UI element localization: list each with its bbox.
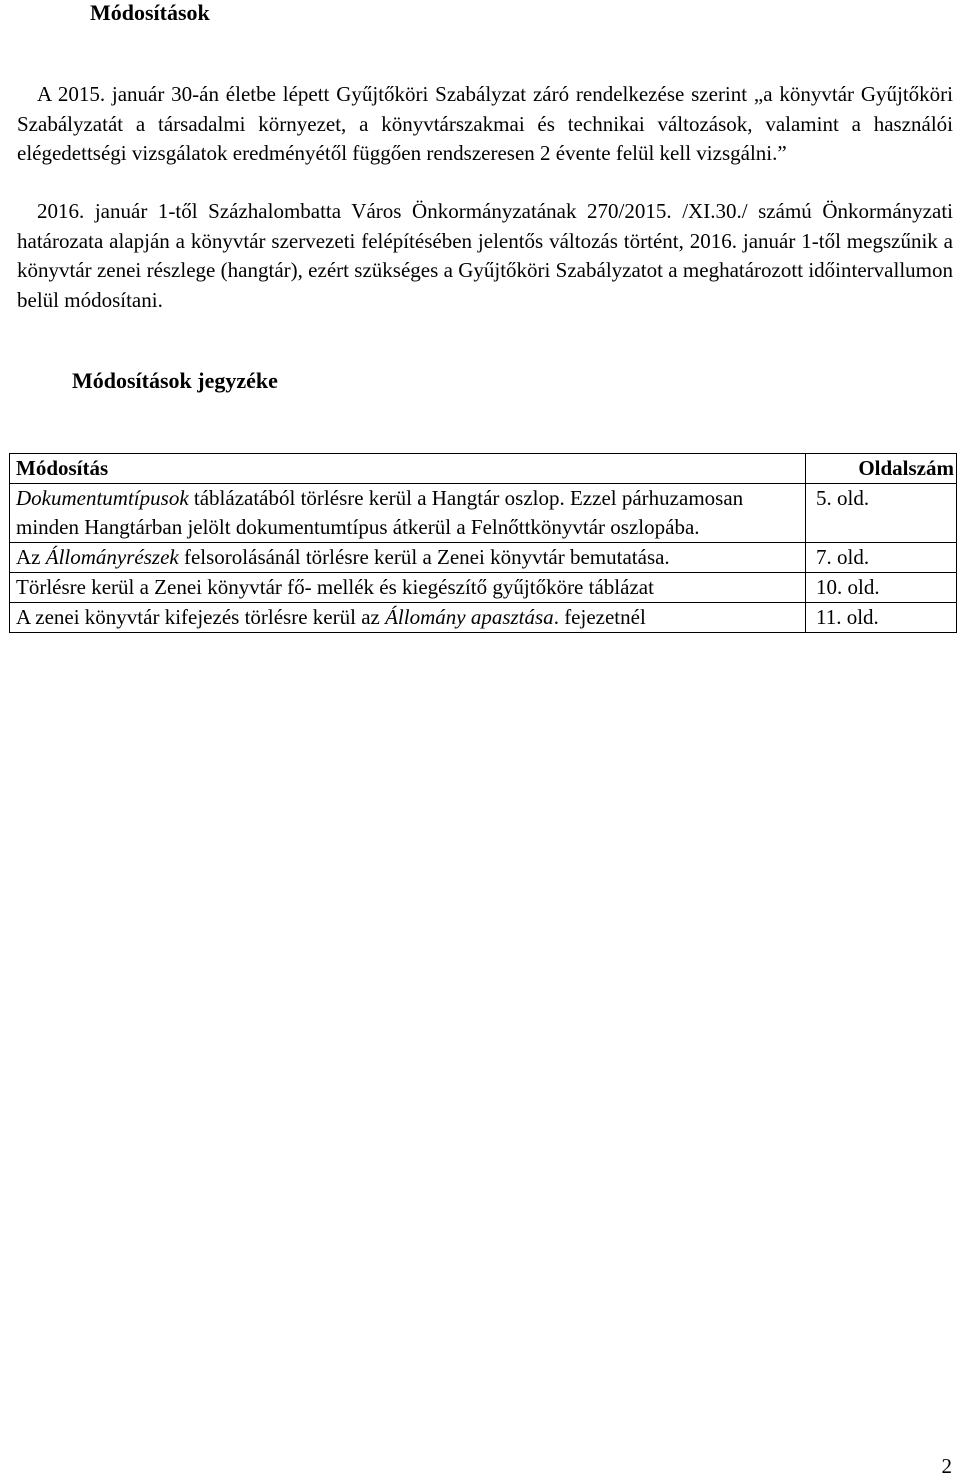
change-cell bbox=[10, 543, 806, 573]
change-text-after: . fejezetnél bbox=[553, 605, 646, 629]
table-row bbox=[10, 484, 957, 543]
change-text-italic: Állományrészek bbox=[45, 545, 179, 569]
change-text-after: felsorolásánál törlésre kerül a Zenei könyvtár bemutatása. bbox=[178, 545, 670, 569]
change-reason-paragraph-text: 2016. január 1-től Százhalombatta Város Önkormányzatának 270/2015. /XI.30./ számú Önkormányzati határozata alapján a könyvtár szervezeti felépítésében jelentős változás történt, 2016. január 1-től megszűnik a könyvtár zenei részlege (hangtár), ezért szükséges a Gyűjtőköri Szabályzatot a meghatározott időintervallumon belül módosítani. bbox=[17, 199, 953, 312]
changes-list-heading: Módosítások jegyzéke bbox=[72, 368, 278, 393]
change-cell bbox=[10, 484, 806, 543]
page-title: Módosítások bbox=[90, 0, 210, 25]
change-text-before: A zenei könyvtár kifejezés törlésre kerül az bbox=[16, 605, 386, 629]
change-text-italic: Dokumentumtípusok bbox=[16, 486, 189, 510]
table-row bbox=[10, 603, 957, 633]
header-page: Oldalszám bbox=[806, 454, 957, 484]
page-cell: 11. old. bbox=[806, 603, 957, 633]
table-row bbox=[10, 543, 957, 573]
change-text-before: Az bbox=[16, 545, 46, 569]
table-row bbox=[10, 573, 957, 603]
page-number: 2 bbox=[941, 1454, 952, 1478]
change-cell bbox=[10, 573, 806, 603]
page-cell: 5. old. bbox=[806, 484, 957, 543]
intro-paragraph bbox=[17, 80, 953, 169]
page-cell: 7. old. bbox=[806, 543, 957, 573]
header-change: Módosítás bbox=[10, 454, 806, 484]
change-cell bbox=[10, 603, 806, 633]
change-text-after: táblázatából törlésre kerül a Hangtár oszlop. Ezzel párhuzamosan minden Hangtárban jelölt dokumentumtípus átkerül a Felnőttkönyvtár oszlopába. bbox=[16, 486, 744, 539]
page-cell: 10. old. bbox=[806, 573, 957, 603]
changes-table bbox=[9, 453, 957, 633]
intro-paragraph-text: A 2015. január 30-án életbe lépett Gyűjtőköri Szabályzat záró rendelkezése szerint „a könyvtár Gyűjtőköri Szabályzatát a társadalmi környezet, a könyvtárszakmai és technikai változások, valamint a használói elégedettségi vizsgálatok eredményétől függően rendszeresen 2 évente felül kell vizsgálni.” bbox=[17, 82, 953, 165]
change-text-italic: Állomány apasztása bbox=[385, 605, 554, 629]
table-header-row bbox=[10, 454, 957, 484]
change-reason-paragraph bbox=[17, 197, 953, 315]
change-text-before: Törlésre kerül a Zenei könyvtár fő- mellék és kiegészítő gyűjtőköre táblázat bbox=[16, 575, 654, 599]
